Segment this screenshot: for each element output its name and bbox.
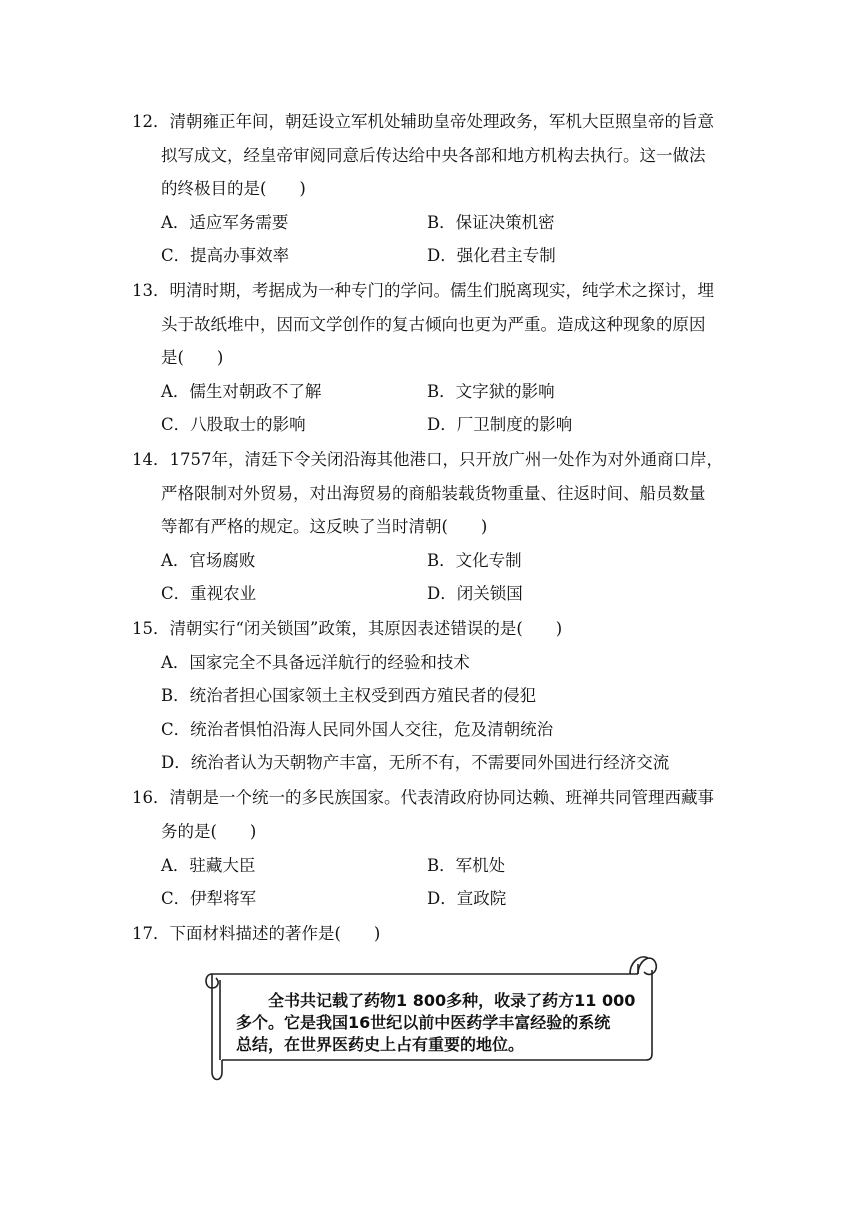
option-c: C．伊犁将军 bbox=[161, 889, 257, 908]
option-a: A．驻藏大臣 bbox=[161, 856, 256, 875]
option-b: B．统治者担心国家领土主权受到西方殖民者的侵犯 bbox=[161, 686, 537, 705]
option-b: B．军机处 bbox=[427, 856, 506, 875]
material-text-line: 总结，在世界医药史上占有重要的地位。 bbox=[236, 1035, 525, 1054]
option-a: A．国家完全不具备远洋航行的经验和技术 bbox=[161, 653, 470, 672]
option-c: C．统治者惧怕沿海人民同外国人交往，危及清朝统治 bbox=[161, 720, 554, 739]
option-b: B．文化专制 bbox=[427, 551, 522, 570]
question-text-line: 17．下面材料描述的著作是( ) bbox=[132, 924, 381, 943]
material-text-line: 全书共记载了药物1 800多种，收录了药方11 000 bbox=[268, 991, 636, 1010]
option-d: D．厂卫制度的影响 bbox=[427, 415, 573, 434]
question-text-line: 务的是( ) bbox=[161, 822, 257, 841]
material-text-line: 多个。它是我国16世纪以前中医药学丰富经验的系统 bbox=[236, 1013, 611, 1032]
option-d: D．强化君主专制 bbox=[427, 246, 556, 265]
question-text-line: 16．清朝是一个统一的多民族国家。代表清政府协同达赖、班禅共同管理西藏事 bbox=[132, 788, 714, 807]
question-text-line: 严格限制对外贸易，对出海贸易的商船装载货物重量、往返时间、船员数量 bbox=[161, 484, 706, 503]
question-text-line: 的终极目的是( ) bbox=[161, 179, 306, 198]
question-text-line: 15．清朝实行“闭关锁国”政策，其原因表述错误的是( ) bbox=[132, 619, 563, 638]
question-text-line: 拟写成文，经皇帝审阅同意后传达给中央各部和地方机构去执行。这一做法 bbox=[161, 146, 706, 165]
question-text-line: 头于故纸堆中，因而文学创作的复古倾向也更为严重。造成这种现象的原因 bbox=[161, 315, 706, 334]
option-d: D．统治者认为天朝物产丰富，无所不有，不需要同外国进行经济交流 bbox=[161, 753, 670, 772]
option-b: B．文字狱的影响 bbox=[427, 382, 555, 401]
option-c: C．重视农业 bbox=[161, 584, 257, 603]
option-c: C．提高办事效率 bbox=[161, 246, 290, 265]
question-text-line: 等都有严格的规定。这反映了当时清朝( ) bbox=[161, 517, 488, 536]
option-a: A．适应军务需要 bbox=[161, 213, 289, 232]
option-a: A．儒生对朝政不了解 bbox=[161, 382, 322, 401]
question-text-line: 12．清朝雍正年间，朝廷设立军机处辅助皇帝处理政务，军机大臣照皇帝的旨意 bbox=[132, 112, 714, 131]
option-d: D．闭关锁国 bbox=[427, 584, 523, 603]
option-c: C．八股取士的影响 bbox=[161, 415, 306, 434]
option-a: A．官场腐败 bbox=[161, 551, 256, 570]
option-b: B．保证决策机密 bbox=[427, 213, 555, 232]
question-text-line: 14．1757年，清廷下令关闭沿海其他港口，只开放广州一处作为对外通商口岸， bbox=[132, 450, 723, 469]
question-text-line: 13．明清时期，考据成为一种专门的学问。儒生们脱离现实，纯学术之探讨，埋 bbox=[132, 281, 714, 300]
material-scroll bbox=[200, 950, 660, 1085]
option-d: D．宣政院 bbox=[427, 889, 507, 908]
question-text-line: 是( ) bbox=[161, 348, 224, 367]
